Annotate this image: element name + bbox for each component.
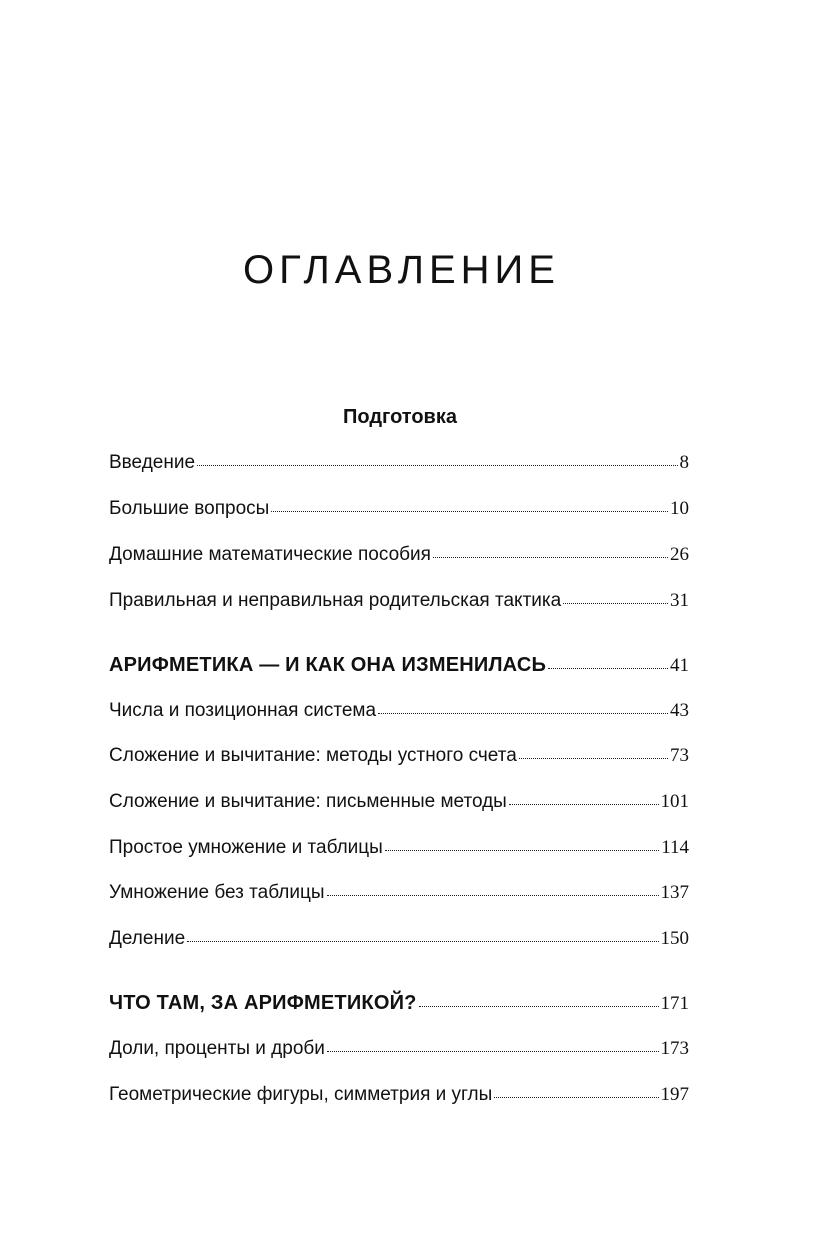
toc-entry-page: 137	[660, 882, 689, 903]
toc-entry[interactable]	[109, 450, 689, 476]
toc-entry-title: Сложение и вычитание: методы устного счета	[109, 745, 517, 766]
toc-entry-page: 114	[661, 837, 689, 858]
toc-entry-title: Умножение без таблицы	[109, 882, 325, 903]
toc-section-entry[interactable]	[109, 990, 689, 1016]
toc-entry-page: 31	[670, 590, 689, 611]
toc-section-entry[interactable]	[109, 652, 689, 678]
dot-leader	[378, 712, 668, 714]
toc-entry-page: 43	[670, 700, 689, 721]
toc-entry[interactable]	[109, 1036, 689, 1062]
toc-entry-page: 8	[679, 452, 689, 473]
dot-leader	[271, 510, 668, 512]
toc-section-title: ЧТО ТАМ, ЗА АРИФМЕТИКОЙ?	[109, 992, 417, 1014]
dot-leader	[197, 464, 677, 466]
toc-entry[interactable]	[109, 926, 689, 952]
toc-entry[interactable]	[109, 542, 689, 568]
dot-leader	[509, 803, 659, 805]
toc-entry[interactable]	[109, 743, 689, 769]
dot-leader	[327, 894, 659, 896]
dot-leader	[419, 1005, 659, 1007]
toc-entry-title: Деление	[109, 928, 186, 949]
dot-leader	[327, 1050, 659, 1052]
toc-entry-page: 171	[660, 993, 689, 1014]
toc-section-title: АРИФМЕТИКА — И КАК ОНА ИЗМЕНИЛАСЬ	[109, 654, 547, 676]
part-heading: Подготовка	[343, 406, 457, 428]
dot-leader	[433, 556, 668, 558]
toc-entry-page: 73	[670, 745, 689, 766]
toc-entry-title: Числа и позиционная система	[109, 700, 377, 721]
toc-entry-title: Домашние математические пособия	[109, 544, 431, 565]
toc-entry[interactable]	[109, 1082, 689, 1108]
toc-entry-page: 101	[660, 791, 689, 812]
toc-entry-title: Правильная и неправильная родительская тактика	[109, 590, 562, 611]
toc-entry-page: 150	[660, 928, 689, 949]
toc-entry-title: Простое умножение и таблицы	[109, 837, 383, 858]
toc-entry-title: Большие вопросы	[109, 498, 270, 519]
toc-entry-title: Доли, проценты и дроби	[109, 1038, 325, 1059]
toc-entry-page: 10	[670, 498, 689, 519]
toc-entry[interactable]	[109, 789, 689, 815]
toc-entry[interactable]	[109, 496, 689, 522]
dot-leader	[548, 667, 668, 669]
toc-entry-page: 197	[660, 1084, 689, 1105]
toc-entry[interactable]	[109, 880, 689, 906]
toc-entry-title: Геометрические фигуры, симметрия и углы	[109, 1084, 493, 1105]
toc-entry-page: 41	[670, 655, 689, 676]
toc-entry-page: 26	[670, 544, 689, 565]
toc-entry-title: Сложение и вычитание: письменные методы	[109, 791, 507, 812]
dot-leader	[494, 1096, 658, 1098]
toc-entry[interactable]	[109, 588, 689, 614]
toc-entry[interactable]	[109, 835, 689, 861]
dot-leader	[187, 940, 658, 942]
toc-entry-title: Введение	[109, 452, 196, 473]
toc-entry[interactable]	[109, 698, 689, 724]
dot-leader	[563, 602, 668, 604]
page-title: ОГЛАВЛЕНИЕ	[243, 248, 560, 292]
toc-entry-page: 173	[660, 1038, 689, 1059]
dot-leader	[519, 757, 668, 759]
dot-leader	[385, 849, 659, 851]
